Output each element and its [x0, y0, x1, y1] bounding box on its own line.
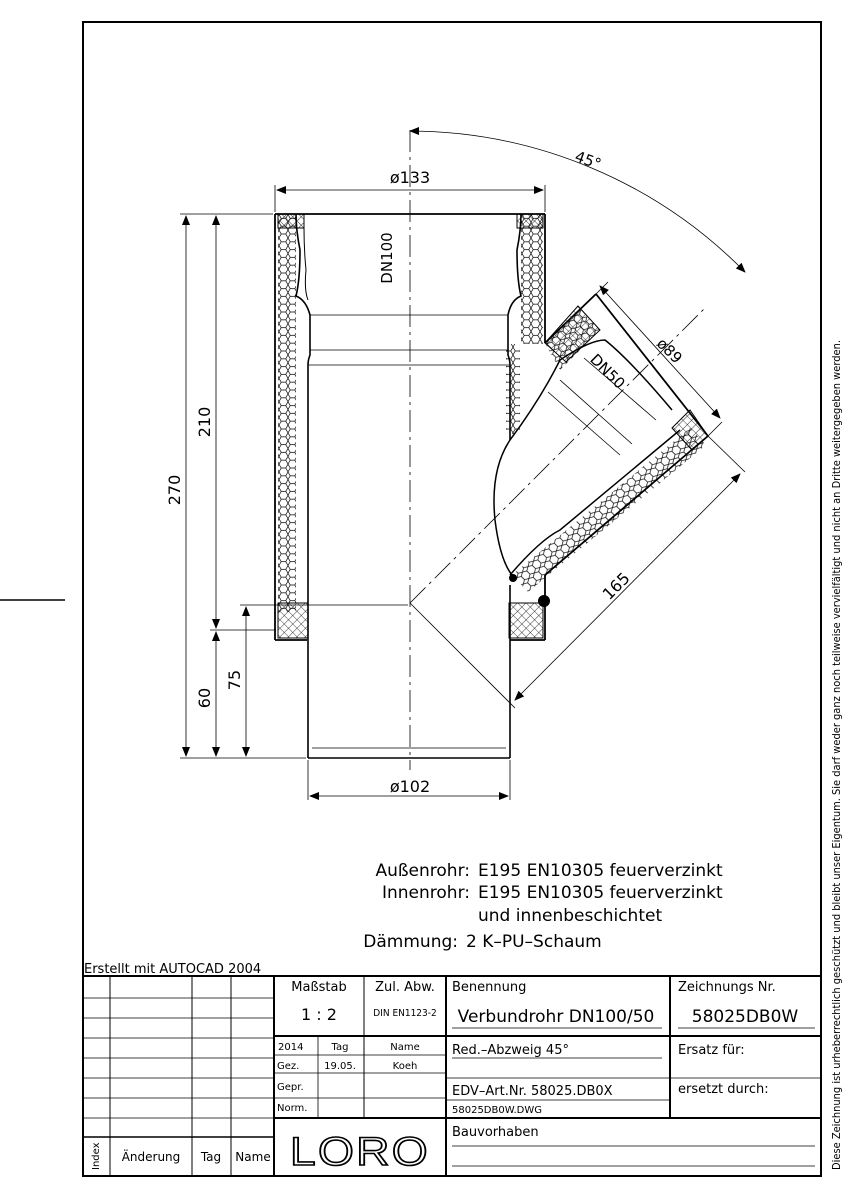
drawing-number-label: Zeichnungs Nr. — [678, 980, 776, 995]
rev-header-day: Tag — [200, 1150, 222, 1164]
year: 2014 — [278, 1042, 304, 1053]
dim-length-165: 165 — [598, 568, 634, 604]
material-label-2: Innenrohr: — [381, 883, 470, 903]
drawing-frame — [83, 22, 821, 1176]
day-label: Tag — [331, 1042, 349, 1053]
tolerance-label: Zul. Abw. — [375, 980, 435, 995]
copyright-note: Diese Zeichnung ist urheberrechtlich geschützt und bleibt unser Eigentum. Sie darf weder ganz noch teilweise vervielfältigt und nicht an Dritte weitergegeben werden. — [832, 400, 843, 1170]
drawn-label: Gez. — [277, 1061, 300, 1072]
material-label-1: Außenrohr: — [375, 861, 470, 881]
dim-length-270: 270 — [165, 474, 184, 506]
designation-label: Benennung — [452, 980, 527, 995]
edv-number: EDV–Art.Nr. 58025.DB0X — [452, 1084, 613, 1099]
rev-header-change: Änderung — [121, 1150, 181, 1164]
norm-label: Norm. — [277, 1103, 308, 1114]
material-notes — [363, 861, 723, 952]
replaced-by-label: ersetzt durch: — [678, 1082, 769, 1097]
name-label: Name — [390, 1042, 420, 1053]
tolerance-value: DIN EN1123-2 — [373, 1008, 437, 1019]
dim-length-60: 60 — [195, 687, 214, 709]
material-label-4: Dämmung: — [363, 932, 458, 952]
label-dn-branch: DN50 — [586, 350, 629, 393]
scale-label: Maßstab — [291, 980, 347, 995]
replaces-label: Ersatz für: — [678, 1043, 745, 1058]
logo-text: LORO — [290, 1130, 430, 1174]
loro-logo — [290, 1130, 430, 1174]
material-value-4: 2 K–PU–Schaum — [466, 932, 602, 952]
rev-header-name: Name — [235, 1150, 271, 1164]
drawing-number-value: 58025DB0W — [691, 1007, 799, 1027]
scale-value: 1 : 2 — [301, 1005, 337, 1024]
dim-length-210: 210 — [195, 406, 214, 438]
dim-angle: 45° — [572, 147, 604, 174]
dim-inner-diameter: ø102 — [389, 777, 431, 796]
dim-length-75: 75 — [225, 669, 244, 691]
label-dn-main: DN100 — [378, 232, 396, 284]
drawn-date: 19.05. — [324, 1061, 356, 1072]
subtitle: Red.–Abzweig 45° — [452, 1043, 569, 1058]
project-label: Bauvorhaben — [452, 1125, 539, 1140]
rev-header-index: Index — [91, 1142, 102, 1170]
designation-value: Verbundrohr DN100/50 — [457, 1007, 655, 1027]
file-name: 58025DB0W.DWG — [452, 1105, 542, 1116]
dim-outer-diameter: ø133 — [389, 168, 431, 187]
checked-label: Gepr. — [277, 1082, 304, 1093]
dim-branch-diameter: ø89 — [653, 334, 686, 368]
material-value-1: E195 EN10305 feuerverzinkt — [478, 861, 723, 881]
created-with-note: Erstellt mit AUTOCAD 2004 — [84, 962, 262, 977]
material-value-3: und innenbeschichtet — [478, 906, 663, 926]
material-value-2: E195 EN10305 feuerverzinkt — [478, 883, 723, 903]
title-block — [83, 976, 821, 1176]
drawn-name: Koeh — [392, 1061, 418, 1072]
